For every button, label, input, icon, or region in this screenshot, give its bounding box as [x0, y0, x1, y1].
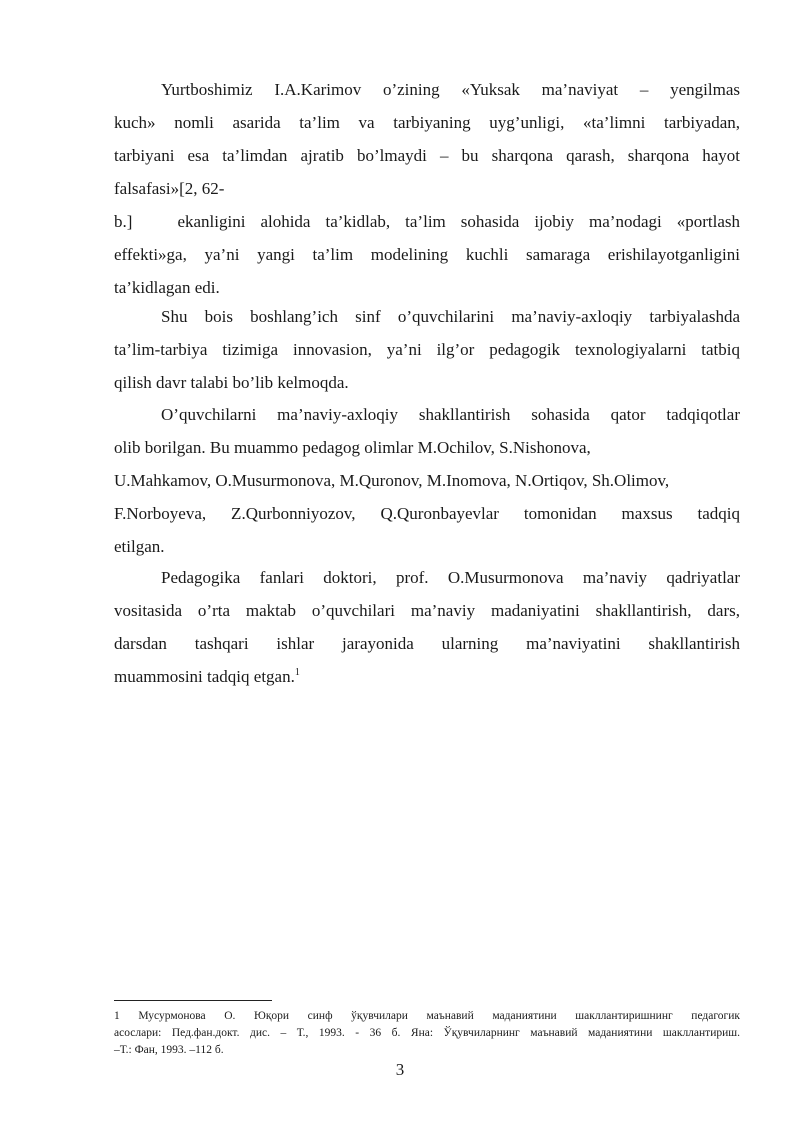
paragraph-line: ta’lim-tarbiya tizimiga innovasion, ya’ni ilg’or pedagogik texnologiyalarni tatbiq [114, 340, 740, 359]
paragraph-line: effekti»ga, ya’ni yangi ta’lim modelining kuchli samaraga erishilayotganligini [114, 245, 740, 264]
paragraph-line: qilish davr talabi bo’lib kelmoqda. [114, 373, 349, 392]
footnote-line: асослари: Пед.фан.докт. дис. – Т., 1993. - 36 б. Яна: Ўқувчиларнинг маънавий маданиятини шакллантириш. [114, 1027, 740, 1039]
paragraph-line: falsafasi»[2, 62- [114, 179, 225, 198]
paragraph-4 [114, 561, 740, 693]
paragraph-line [114, 660, 740, 693]
paragraph-line: F.Norboyeva, Z.Qurbonniyozov, Q.Quronbayevlar tomonidan maxsus tadqiq [114, 504, 740, 523]
paragraph-line: O’quvchilarni ma’naviy-axloqiy shakllantirish sohasida qator tadqiqotlar [161, 405, 740, 424]
paragraph-line: olib borilgan. Bu muammo pedagog olimlar M.Ochilov, S.Nishonova, [114, 438, 591, 457]
page-number: 3 [395, 1060, 405, 1079]
paragraph-line: vositasida o’rta maktab o’quvchilari ma’naviy madaniyatini shakllantirish, dars, [114, 601, 740, 620]
paragraph-line: etilgan. [114, 537, 165, 556]
footnote-line: –Т.: Фан, 1993. –112 б. [114, 1044, 224, 1056]
paragraph-3 [114, 398, 740, 563]
paragraph-line: Pedagogika fanlari doktori, prof. O.Musurmonova ma’naviy qadriyatlar [161, 568, 740, 587]
paragraph-line: ta’kidlagan edi. [114, 278, 220, 297]
footnote-line: 1 Мусурмонова О. Юқори синф ўқувчилари маънавий маданиятини шакллантиришнинг педагогик [114, 1010, 740, 1022]
paragraph-line: kuch» nomli asarida ta’lim va tarbiyaning uyg’unligi, «ta’limni tarbiyadan, [114, 113, 740, 132]
paragraph-1 [114, 73, 740, 304]
paragraph-line: tarbiyani esa ta’limdan ajratib bo’lmaydi – bu sharqona qarash, sharqona hayot [114, 146, 740, 165]
footnote-divider [114, 1000, 272, 1001]
paragraph-line: Shu bois boshlang’ich sinf o’quvchilarini ma’naviy-axloqiy tarbiyalashda [161, 307, 740, 326]
paragraph-line: U.Mahkamov, O.Musurmonova, M.Quronov, M.Inomova, N.Ortiqov, Sh.Olimov, [114, 471, 670, 490]
paragraph-line: Yurtboshimiz I.A.Karimov o’zining «Yuksak ma’naviyat – yengilmas [161, 80, 740, 99]
paragraph-line: darsdan tashqari ishlar jarayonida ularning ma’naviyatini shakllantirish [114, 634, 740, 653]
footnote-reference[interactable]: 1 [294, 667, 300, 678]
paragraph-2 [114, 300, 740, 399]
paragraph-line-text: muammosini tadqiq etgan. [114, 667, 295, 686]
paragraph-line: b.] ekanligini alohida ta’kidlab, ta’lim sohasida ijobiy ma’nodagi «portlash [114, 212, 740, 231]
footnote [114, 1008, 740, 1059]
